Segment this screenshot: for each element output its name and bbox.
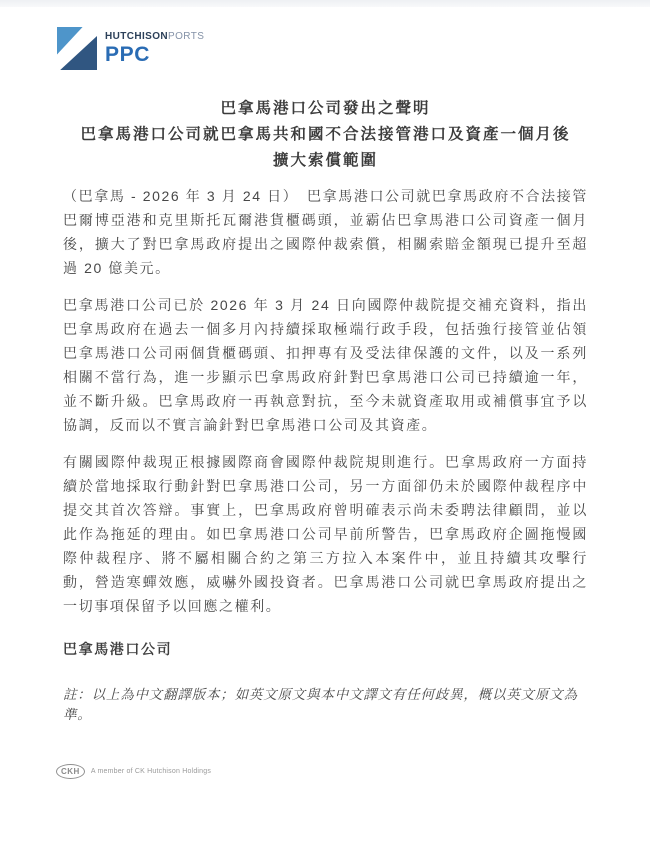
- brand-header: [57, 27, 204, 70]
- statement-title: [63, 96, 588, 174]
- title-line-3: 擴大索償範圍: [272, 152, 378, 169]
- brand-name-hutchison: HUTCHISON: [105, 31, 169, 42]
- paragraph-1: （巴拿馬 - 2026 年 3 月 24 日） 巴拿馬港口公司就巴拿馬政府不合法接管巴爾博亞港和克里斯托瓦爾港貨櫃碼頭，並霸佔巴拿馬港口公司資產一個月後，擴大了對巴拿馬政府提出之國際仲裁索償，相關索賠金額現已提升至超過 20 億美元。: [63, 188, 588, 276]
- brand-wordmark: [105, 27, 204, 67]
- ckh-holdings-logo-icon: CKH: [56, 764, 85, 779]
- brand-sub-ppc: PPC: [105, 43, 150, 66]
- brand-name-line: [105, 31, 204, 43]
- statement-body: [63, 96, 588, 723]
- footer: [56, 764, 211, 779]
- brand-name-ports: PORTS: [168, 31, 205, 42]
- hutchison-ports-logo-icon: [57, 27, 97, 70]
- paragraph-2: 巴拿馬港口公司已於 2026 年 3 月 24 日向國際仲裁院提交補充資料，指出巴拿馬政府在過去一個多月內持續採取極端行政手段，包括強行接管並佔領巴拿馬港口公司兩個貨櫃碼頭、扣押專有及受法律保護的文件，以及一系列相關不當行為，進一步顯示巴拿馬政府針對巴拿馬港口公司已持續逾一年，並不斷升級。巴拿馬政府一再執意對抗，至今未就資產取用或補償事宜予以協調，反而以不實言論針對巴拿馬港口公司及其資產。: [63, 297, 588, 433]
- page-top-edge: [0, 0, 650, 7]
- paragraph-3: 有關國際仲裁現正根據國際商會國際仲裁院規則進行。巴拿馬政府一方面持續於當地採取行動針對巴拿馬港口公司，另一方面卻仍未於國際仲裁程序中提交其首次答辯。事實上，巴拿馬政府曾明確表示尚未委聘法律顧問，並以此作為拖延的理由。如巴拿馬港口公司早前所警告，巴拿馬政府企圖拖慢國際仲裁程序、將不屬相關合約之第三方拉入本案件中，並且持續其攻擊行動，營造寒蟬效應，威嚇外國投資者。巴拿馬港口公司就巴拿馬政府提出之一切事項保留予以回應之權利。: [63, 454, 588, 614]
- footer-member-text: A member of CK Hutchison Holdings: [90, 768, 212, 775]
- signature-company-name: 巴拿馬港口公司: [63, 641, 173, 657]
- title-line-1: 巴拿馬港口公司發出之聲明: [220, 100, 431, 117]
- title-line-2: 巴拿馬港口公司就巴拿馬共和國不合法接管港口及資產一個月後: [80, 126, 571, 143]
- translation-note: 註：以上為中文翻譯版本；如英文原文與本中文譯文有任何歧異，概以英文原文為準。: [63, 687, 578, 722]
